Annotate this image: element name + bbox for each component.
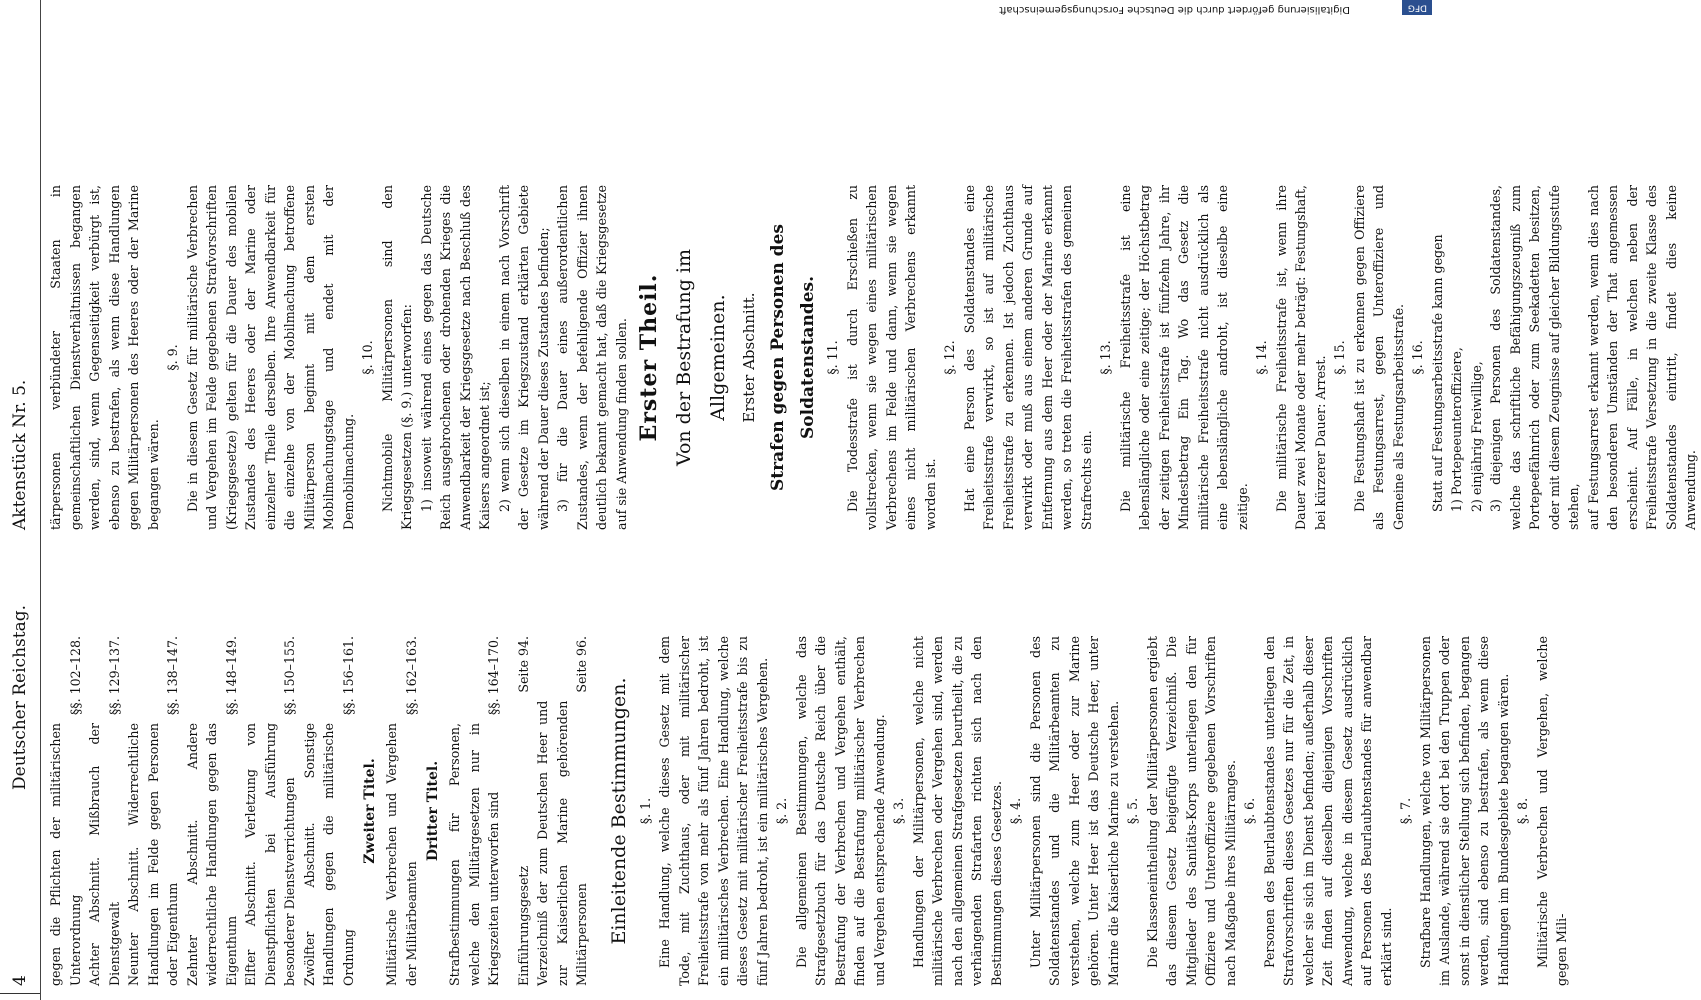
paragraph-text: tärpersonen verbündeter Staaten in gemeinschaftlichen Dienstverhältnissen begangen werden, sind, wenn Gegenseitigkeit verbürgt ist, ebenso zu bestrafen, als wenn diese Handlungen gegen Militärpersonen des Heeres oder der Marine begangen wären. — [48, 185, 161, 530]
list-item: 2) wenn sich dieselben in einem nach Vorschrift der Gesetze im Kriegszustand erklärten Gebiete während der Dauer dieses Zustandes befinden; — [496, 185, 551, 530]
paragraph-text: Statt auf Festungsarbeitsstrafe kann gegen — [1429, 234, 1445, 512]
paragraph-number: §. 13. — [1098, 340, 1113, 375]
paragraph-text: Die Todesstrafe ist durch Erschießen zu vollstrecken, wenn sie wegen eines militärischen Verbrechens im Felde und dann, wenn sie wegen eines nicht militärischen Verbrechens erkannt worden ist. — [844, 185, 938, 530]
part-heading: Erster Theil. — [636, 273, 662, 442]
paragraph-number: §. 1. — [637, 797, 653, 825]
toc-entry: Einführungsgesetz Seite 94. — [515, 636, 531, 986]
paragraph-text: Die allgemeinen Bestimmungen, welche das Strafgesetzbuch für das Deutsche Reich über die Bestrafung der Verbrechen und Vergehen enthält, finden auf die Bestrafung militärischer Verbrechen und Vergehen entsprechende Anwendung. — [793, 636, 887, 986]
right-column — [46, 185, 1701, 530]
chapter-title: Strafen gegen Personen des Soldatenstandes. — [768, 224, 818, 491]
section-heading: Einleitende Bestimmungen. — [607, 677, 630, 945]
header-title-left: Deutscher Reichstag. — [10, 605, 30, 790]
paragraph-text: Hat eine Person des Soldatenstandes eine Freiheitsstrafe verwirkt, so ist auf militärische Freiheitsstrafe zu erkennen. Ist jedoch Zuchthaus verwirkt oder muß aus einem anderen Grunde auf Entfernung aus dem Heer oder der Marine erkannt werden, so treten die Freiheitsstrafen des gemeinen Strafrechts ein. — [961, 185, 1094, 530]
paragraph-number: §. 5. — [1125, 797, 1140, 825]
header-title-right: Aktenstück Nr. 5. — [10, 379, 30, 530]
paragraph-number: §. 11. — [825, 340, 840, 375]
paragraph-text: Handlungen der Militärpersonen, welche nicht militärische Verbrechen oder Vergehen sind, werden nach den allgemeinen Strafgesetzen beurtheilt, die zu verhängenden Strafarten richten sich nach den Bestimmungen dieses Gesetzes. — [910, 636, 1004, 986]
toc-entry: Strafbestimmungen für Personen, welche den Militärgesetzen nur in Kriegszeiten unterworfen sind §§. 164–170. — [447, 636, 501, 986]
paragraph-number: §. 10. — [360, 340, 375, 375]
chapter-heading: Erster Abschnitt. — [740, 292, 758, 423]
paragraph-number: §. 6. — [1242, 797, 1257, 825]
toc-entry: Verzeichniß der zum Deutschen Heer und zur Kaiserlichen Marine gehörenden Militärpersonen Seite 96. — [535, 636, 589, 986]
digitization-credit: Digitalisierung gefördert durch die Deutsche Forschungsgemeinschaft — [999, 4, 1351, 15]
paragraph-number: §. 3. — [891, 797, 906, 825]
paragraph-number: §. 9. — [165, 344, 180, 371]
paragraph-number: §. 4. — [1008, 797, 1023, 825]
header-rule — [40, 0, 41, 1000]
part-subheading: Von der Bestrafung im Allgemeinen. — [673, 248, 729, 467]
title-heading: Dritter Titel. — [425, 760, 441, 862]
list-item: 1) insoweit während eines gegen das Deutsche Reich ausgebrochenen oder drohenden Krieges die Anwendbarkeit der Kriegsgesetze nach Beschluß des Kaisers angeordnet ist; — [418, 185, 492, 530]
toc-entry: Achter Abschnitt. Mißbrauch der Dienstgewalt §§. 129–137. — [87, 636, 122, 986]
list-item: 3) diejenigen Personen des Soldatenstandes, welche das schriftliche Befähigungszeugniß zum Portepeefähnrich oder zum Seekadetten besitzen, oder mit diesem Zeugnisse auf gleicher Bildungsstufe stehen, — [1488, 185, 1581, 530]
paragraph-text: Die Klasseneintheilung der Militärpersonen ergiebt das diesem Gesetz beigefügte Verzeichniß. Die Mitglieder des Sanitäts-Korps unterliegen den für Offiziere und Unteroffiziere gegebenen Vorschriften nach Maßgabe ihres Militärranges. — [1144, 636, 1238, 986]
toc-entry: gegen die Pflichten der militärischen Unterordnung §§. 102–128. — [48, 636, 83, 986]
paragraph-text: Personen des Beurlaubtenstandes unterliegen den Strafvorschriften dieses Gesetzes nur für die Zeit, in welcher sie sich im Dienst befinden; außerhalb dieser Zeit finden auf dieselben diejenigen Vorschriften Anwendung, welche in diesem Gesetz ausdrücklich auf Personen des Beurlaubtenstandes für anwendbar erklärt sind. — [1261, 636, 1394, 986]
paragraph-number: §. 2. — [774, 797, 789, 825]
title-heading: Zweiter Titel. — [362, 758, 378, 864]
toc-entry: Elfter Abschnitt. Verletzung von Dienstpflichten bei Ausführung besonderer Dienstverrichtungen §§. 150–155. — [243, 636, 297, 986]
toc-entry: Militärische Verbrechen und Vergehen der Militärbeamten §§. 162–163. — [384, 636, 419, 986]
paragraph-text: Die militärische Freiheitsstrafe ist, wenn ihre Dauer zwei Monate oder mehr beträgt: Festungshaft, bei kürzerer Dauer: Arrest. — [1273, 185, 1328, 530]
left-column — [46, 636, 1572, 986]
paragraph-text: Eine Handlung, welche dieses Gesetz mit dem Tode, mit Zuchthaus, oder mit militärischer Freiheitsstrafe von mehr als fünf Jahren bedroht, ist ein militärisches Verbrechen. Eine Handlung, welche dieses Gesetz mit militärischer Freiheitsstrafe bis zu fünf Jahren bedroht, ist ein militärisches Vergehen. — [657, 636, 770, 986]
paragraph-number: §. 15. — [1332, 340, 1347, 375]
page-header — [6, 0, 42, 1000]
page-number: 4 — [10, 975, 30, 986]
paragraph-text: Militärische Verbrechen und Vergehen, welche gegen Mili- — [1534, 636, 1569, 986]
paragraph-number: §. 14. — [1254, 340, 1269, 375]
paragraph-number: §. 12. — [942, 340, 957, 375]
list-item: 1) Portepeeunteroffiziere, — [1449, 347, 1464, 512]
list-item: 3) für die Dauer eines außerordentlichen Zustandes, wenn der befehligende Offizier ihnen deutlich bekannt gemacht hat, daß die Kriegsgesetze auf sie Anwendung finden sollen. — [555, 185, 629, 530]
paragraph-number: §. 8. — [1515, 797, 1530, 825]
paragraph-text: auf Festungsarrest erkannt werden, wenn dies nach den besonderen Umständen der That angemessen erscheint. Auf Fälle, in welchen neben der Freiheitsstrafe Versetzung in die zweite Klasse des Soldatenstandes eintritt, findet dies keine Anwendung. — [1585, 185, 1698, 530]
toc-entry: Zwölfter Abschnitt. Sonstige Handlungen gegen die militärische Ordnung §§. 156–161. — [301, 636, 356, 986]
dfg-logo: DFG — [1402, 0, 1432, 15]
toc-top — [46, 636, 358, 986]
footer-credit-strip — [0, 0, 1432, 15]
paragraph-number: §. 7. — [1398, 797, 1413, 825]
paragraph-text: Die in diesem Gesetz für militärische Verbrechen und Vergehen im Felde gegebenen Strafvorschriften (Kriegsgesetze) gelten für die Dauer des mobilen Zustandes des Heeres oder der Marine oder einzelner Theile derselben. Ihre Anwendbarkeit für die einzelne von der Mobilmachung betroffene Militärperson beginnt mit dem ersten Mobilmachungstage und endet mit der Demobilmachung. — [184, 185, 356, 530]
paragraph-text: Die Festungshaft ist zu erkennen gegen Offiziere als Festungsarrest, gegen Unteroffiziere und Gemeine als Festungsarbeitsstrafe. — [1351, 185, 1406, 530]
paragraph-number: §. 16. — [1410, 340, 1425, 375]
list-item: 2) einjährig Freiwillige, — [1468, 361, 1484, 512]
paragraph-text: Die militärische Freiheitsstrafe ist eine lebenslängliche oder eine zeitige; der Höchstbetrag der zeitigen Freiheitsstrafe ist fünfzehn Jahre, ihr Mindestbetrag Ein Tag. Wo das Gesetz die militärische Freiheitsstrafe nicht ausdrücklich als eine lebenslängliche androht, ist dieselbe eine zeitige. — [1117, 185, 1250, 530]
paragraph-text: Unter Militärpersonen sind die Personen des Soldatenstandes und die Militärbeamten zu verstehen, welche zum Heer oder zur Marine gehören. Unter Heer ist das Deutsche Heer, unter Marine die Kaiserliche Marine zu verstehen. — [1027, 636, 1121, 986]
paragraph-text: Nichtmobile Militärpersonen sind den Kriegsgesetzen (§. 9.) unterworfen: — [379, 185, 414, 530]
toc-entry: Zehnter Abschnitt. Andere widerrechtliche Handlungen gegen das Eigenthum §§. 148–149. — [184, 636, 239, 986]
toc-entry: Neunter Abschnitt. Widerrechtliche Handlungen im Felde gegen Personen oder Eigenthum §§. 138–147. — [126, 636, 180, 986]
paragraph-text: Strafbare Handlungen, welche von Militärpersonen im Auslande, während sie dort bei den Truppen oder sonst in dienstlicher Stellung sich befinden, begangen werden, sind ebenso zu bestrafen, als wenn diese Handlungen im Bundesgebiete begangen wären. — [1417, 636, 1511, 986]
